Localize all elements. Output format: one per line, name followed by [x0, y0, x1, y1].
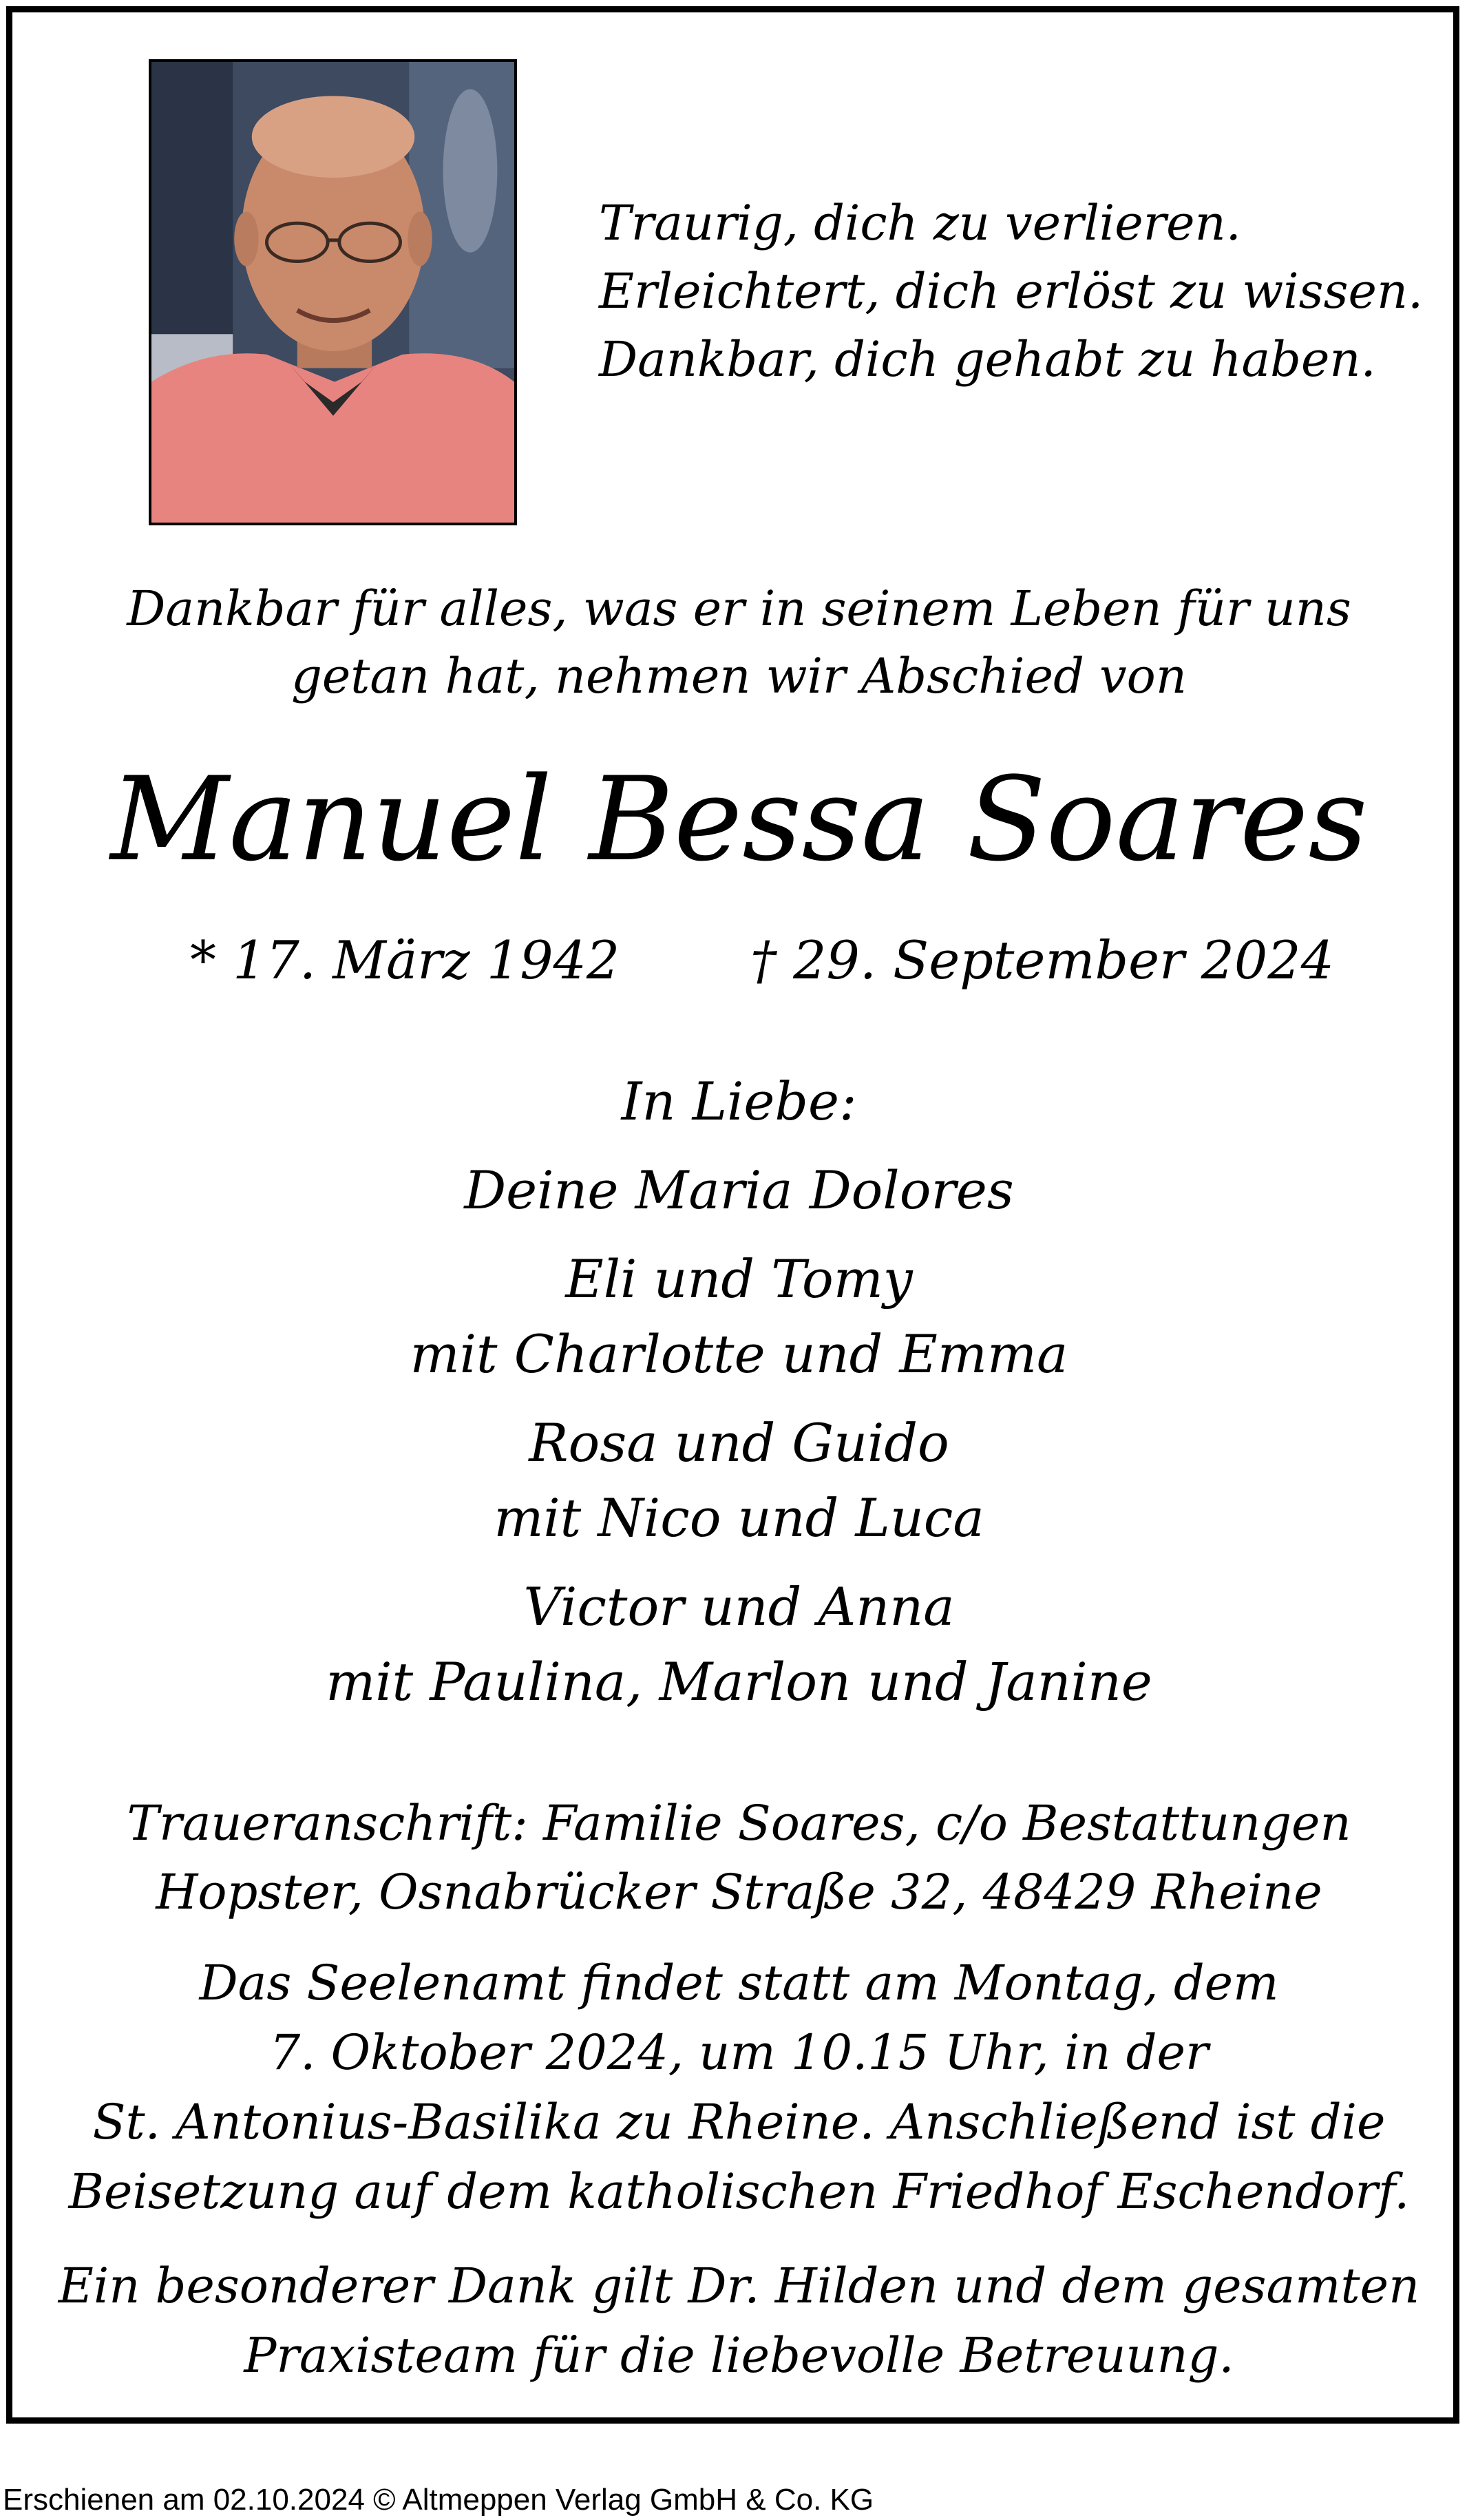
- portrait-image: [151, 62, 514, 523]
- family-line: Deine Maria Dolores: [464, 1159, 1014, 1221]
- birth-date: * 17. März 1942: [190, 930, 620, 991]
- family-line: Rosa und Guido: [529, 1412, 949, 1473]
- thanks-note: [0, 2251, 1478, 2391]
- intro-line: Dankbar für alles, was er in seinem Leben für uns: [127, 580, 1351, 637]
- family-line: mit Nico und Luca: [494, 1487, 984, 1548]
- portrait-photo: [149, 59, 517, 525]
- family-list: [0, 1064, 1478, 1733]
- family-group: [0, 1241, 1478, 1392]
- family-group: [0, 1569, 1478, 1719]
- service-line: Das Seelenamt findet statt am Montag, dem: [199, 1955, 1279, 2011]
- family-line: Victor und Anna: [523, 1576, 955, 1637]
- poem-line: Dankbar, dich gehabt zu haben.: [599, 331, 1376, 388]
- publication-footer: Erschienen am 02.10.2024 © Altmeppen Verlag GmbH & Co. KG: [3, 2483, 874, 2517]
- service-line: Beisetzung auf dem katholischen Friedhof Eschendorf.: [68, 2163, 1410, 2220]
- mourning-address: [0, 1789, 1478, 1926]
- intro-line: getan hat, nehmen wir Abschied von: [291, 648, 1187, 704]
- family-line: mit Charlotte und Emma: [410, 1323, 1068, 1385]
- family-line: mit Paulina, Marlon und Janine: [326, 1651, 1152, 1712]
- family-group: [0, 1405, 1478, 1555]
- family-heading: In Liebe:: [621, 1071, 857, 1132]
- thanks-line: Praxisteam für die liebevolle Betreuung.: [244, 2327, 1234, 2384]
- intro-text: [0, 575, 1478, 710]
- deceased-name: Manuel Bessa Soares: [110, 752, 1368, 887]
- family-line: Eli und Tomy: [565, 1248, 913, 1310]
- service-info: [0, 1949, 1478, 2227]
- thanks-line: Ein besonderer Dank gilt Dr. Hilden und dem gesamten: [58, 2258, 1420, 2314]
- poem-line: Traurig, dich zu verlieren.: [599, 195, 1241, 251]
- poem-line: Erleichtert, dich erlöst zu wissen.: [599, 263, 1424, 319]
- address-line: Traueranschrift: Familie Soares, c/o Bestattungen: [127, 1795, 1351, 1851]
- service-line: 7. Oktober 2024, um 10.15 Uhr, in der: [269, 2024, 1209, 2081]
- family-group: [0, 1153, 1478, 1228]
- address-line: Hopster, Osnabrücker Straße 32, 48429 Rheine: [156, 1864, 1322, 1920]
- poem: [599, 189, 1423, 394]
- service-line: St. Antonius-Basilika zu Rheine. Anschließend ist die: [92, 2094, 1386, 2150]
- death-date: † 29. September 2024: [750, 930, 1334, 991]
